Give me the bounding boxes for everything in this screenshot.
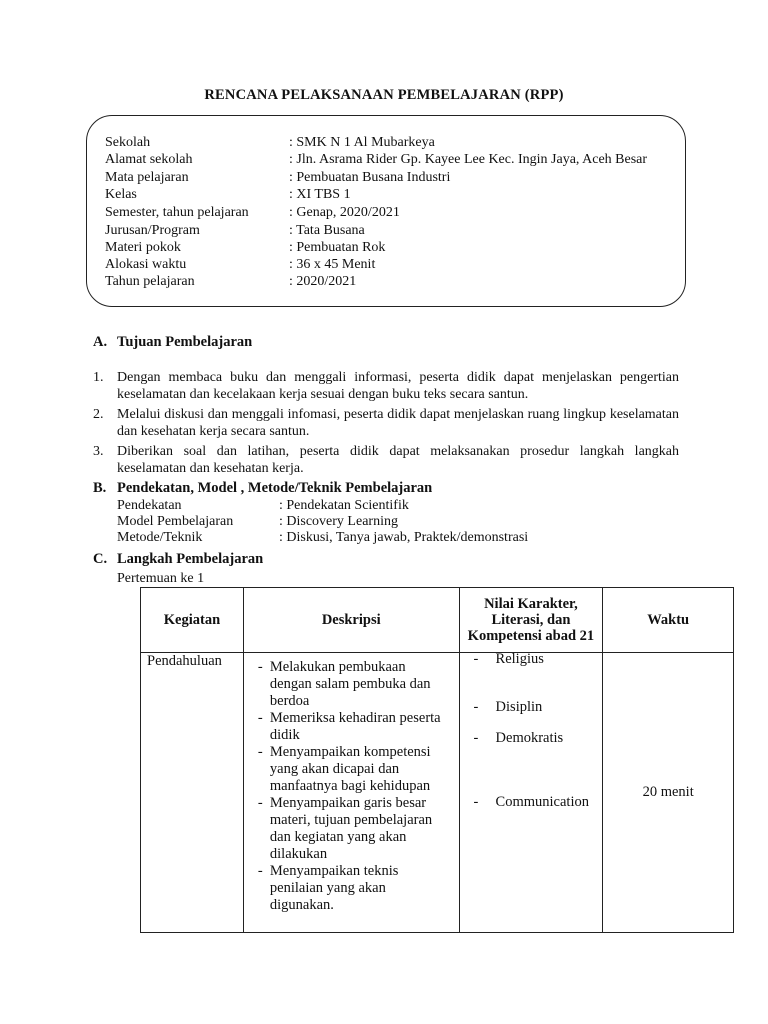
goal-number: 1. bbox=[93, 370, 104, 385]
goal-text: Diberikan soal dan latihan, peserta didik dapat melaksanakan prosedur langkah langkah keselamatan dan kesehatan kerja. bbox=[117, 444, 679, 476]
list-item: - Memeriksa kehadiran peserta didik bbox=[258, 710, 451, 744]
identity-value-jurusan: : Tata Busana bbox=[289, 223, 365, 238]
list-item: - Menyampaikan kompetensi yang akan dicapai dan manfaatnya bagi kehidupan bbox=[258, 744, 451, 795]
section-c-letter: C. bbox=[93, 551, 108, 567]
section-b-heading: Pendekatan, Model , Metode/Teknik Pembelajaran bbox=[117, 480, 433, 496]
identity-label-materi: Materi pokok bbox=[105, 240, 181, 255]
identity-value-alokasi: : 36 x 45 Menit bbox=[289, 257, 376, 272]
description-list bbox=[258, 659, 451, 914]
meeting-label: Pertemuan ke 1 bbox=[117, 571, 205, 586]
cell-deskripsi bbox=[243, 653, 459, 933]
value-item: - Religius bbox=[473, 651, 544, 667]
list-item: - Melakukan pembukaan dengan salam pembuka dan berdoa bbox=[258, 659, 451, 710]
table-header-row bbox=[141, 588, 734, 653]
lesson-steps-table bbox=[140, 587, 734, 933]
goal-text: Melalui diskusi dan menggali infomasi, peserta didik dapat menjelaskan ruang lingkup keselamatan dan kesehatan kerja secara santun. bbox=[117, 407, 679, 439]
identity-label-kelas: Kelas bbox=[105, 187, 137, 202]
identity-label-sekolah: Sekolah bbox=[105, 135, 151, 150]
list-item: - Menyampaikan teknis penilaian yang akan digunakan. bbox=[258, 863, 451, 914]
page-title: RENCANA PELAKSANAAN PEMBELAJARAN (RPP) bbox=[204, 87, 564, 103]
goal-number: 3. bbox=[93, 444, 104, 459]
cell-nilai bbox=[459, 653, 603, 933]
model-label: Model Pembelajaran bbox=[117, 514, 234, 529]
goal-number: 2. bbox=[93, 407, 104, 422]
identity-label-alokasi: Alokasi waktu bbox=[105, 257, 187, 272]
identity-label-jurusan: Jurusan/Program bbox=[105, 223, 200, 238]
identity-value-materi: : Pembuatan Rok bbox=[289, 240, 386, 255]
identity-value-kelas: : XI TBS 1 bbox=[289, 187, 351, 202]
identity-value-sekolah: : SMK N 1 Al Mubarkeya bbox=[289, 135, 435, 150]
header-kegiatan: Kegiatan bbox=[141, 588, 244, 653]
identity-value-mapel: : Pembuatan Busana Industri bbox=[289, 170, 451, 185]
method-label: Metode/Teknik bbox=[117, 530, 203, 545]
value-label: Communication bbox=[495, 794, 589, 810]
value-item: - Demokratis bbox=[473, 730, 564, 746]
table-row bbox=[141, 653, 734, 933]
section-b-letter: B. bbox=[93, 480, 107, 496]
model-value: : Discovery Learning bbox=[279, 514, 398, 529]
identity-label-mapel: Mata pelajaran bbox=[105, 170, 189, 185]
identity-value-alamat: : Jln. Asrama Rider Gp. Kayee Lee Kec. Ingin Jaya, Aceh Besar bbox=[289, 152, 648, 167]
value-label: Demokratis bbox=[495, 730, 564, 746]
cell-kegiatan: Pendahuluan bbox=[141, 653, 244, 933]
list-item: - Menyampaikan garis besar materi, tujuan pembelajaran dan kegiatan yang akan dilakukan bbox=[258, 795, 451, 863]
cell-waktu: 20 menit bbox=[603, 653, 734, 933]
header-nilai: Nilai Karakter, Literasi, dan Kompetensi abad 21 bbox=[459, 588, 603, 653]
identity-label-tahun: Tahun pelajaran bbox=[105, 274, 195, 289]
value-label: Religius bbox=[495, 651, 544, 667]
method-value: : Diskusi, Tanya jawab, Praktek/demonstrasi bbox=[279, 530, 529, 545]
section-c-heading: Langkah Pembelajaran bbox=[117, 551, 264, 567]
section-a-heading: Tujuan Pembelajaran bbox=[117, 334, 253, 350]
approach-label: Pendekatan bbox=[117, 498, 182, 513]
value-item: - Disiplin bbox=[473, 699, 543, 715]
value-label: Disiplin bbox=[495, 699, 543, 715]
value-item: - Communication bbox=[473, 794, 589, 810]
header-waktu: Waktu bbox=[603, 588, 734, 653]
identity-label-alamat: Alamat sekolah bbox=[105, 152, 193, 167]
section-a-letter: A. bbox=[93, 334, 108, 350]
approach-value: : Pendekatan Scientifik bbox=[279, 498, 409, 513]
identity-value-semester: : Genap, 2020/2021 bbox=[289, 205, 400, 220]
goal-text: Dengan membaca buku dan menggali informasi, peserta didik dapat menjelaskan pengertian keselamatan dan kecelakaan kerja sesuai dengan buku teks secara santun. bbox=[117, 370, 679, 402]
header-deskripsi: Deskripsi bbox=[243, 588, 459, 653]
identity-value-tahun: : 2020/2021 bbox=[289, 274, 357, 289]
identity-label-semester: Semester, tahun pelajaran bbox=[105, 205, 249, 220]
